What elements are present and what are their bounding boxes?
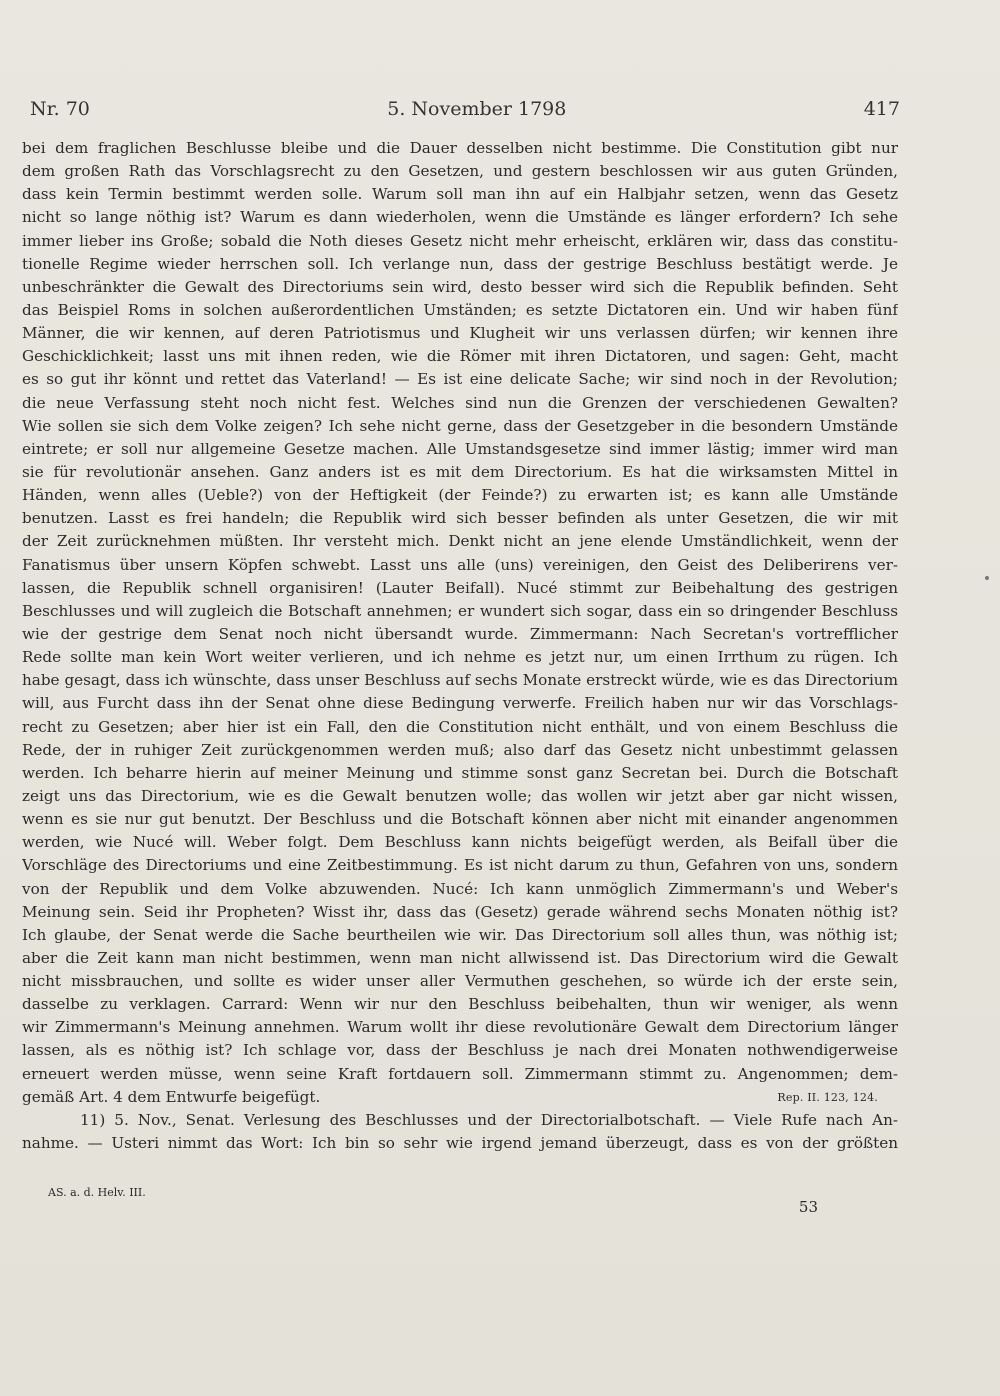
text-line: die neue Verfassung steht noch nicht fest. Welches sind nun die Grenzen der verschiedenen Gewalten? (22, 393, 898, 412)
section-text-line: 11) 5. Nov., Senat. Verlesung des Beschlusses und der Directorialbotschaft. — Viele Rufe nach An- (80, 1110, 898, 1129)
text-line: Meinung sein. Seid ihr Propheten? Wisst ihr, dass das (Gesetz) gerade während sechs Monaten nöthig ist? (22, 902, 898, 921)
text-line: immer lieber ins Große; sobald die Noth dieses Gesetz nicht mehr erheischt, erklären wir, dass das constitu- (22, 231, 898, 250)
text-line: werden. Ich beharre hierin auf meiner Meinung und stimme sonst ganz Secretan bei. Durch die Botschaft (22, 763, 898, 782)
text-line: dass kein Termin bestimmt werden solle. Warum soll man ihn auf ein Halbjahr setzen, wenn das Gesetz (22, 185, 898, 204)
text-line: lassen, die Republik schnell organisiren! (Lauter Beifall). Nucé stimmt zur Beibehaltung des gestrigen (22, 578, 898, 597)
text-line: Fanatismus über unsern Köpfen schwebt. Lasst uns alle (uns) vereinigen, den Geist des Deliberirens ver- (22, 555, 898, 574)
paragraph-main (22, 137, 898, 1086)
text-line: sie für revolutionär ansehen. Ganz anders ist es mit dem Directorium. Es hat die wirksamsten Mittel in (22, 462, 898, 481)
header-page-number: 417 (863, 98, 900, 120)
closing-text: gemäß Art. 4 dem Entwurfe beigefügt. (22, 1087, 321, 1106)
header-document-number: Nr. 70 (30, 98, 90, 120)
paragraph-closing-line (22, 1086, 898, 1109)
text-line: Beschlusses und will zugleich die Botschaft annehmen; er wundert sich sogar, dass ein so dringender Beschluss (22, 601, 898, 620)
source-reference: Rep. II. 123, 124. (777, 1090, 878, 1104)
text-line: wir Zimmermann's Meinung annehmen. Warum wollt ihr diese revolutionäre Gewalt dem Directorium länger (22, 1018, 898, 1037)
text-line: zeigt uns das Directorium, wie es die Gewalt benutzen wolle; das wollen wir jetzt aber gar nicht wissen, (22, 786, 898, 805)
text-line: tionelle Regime wieder herrschen soll. Ich verlange nun, dass der gestrige Beschluss bestätigt werde. Je (22, 254, 898, 273)
text-line: erneuert werden müsse, wenn seine Kraft fortdauern soll. Zimmermann stimmt zu. Angenommen; dem- (22, 1064, 898, 1083)
footer-publication: AS. a. d. Helv. III. (48, 1186, 146, 1199)
text-line: von der Republik und dem Volke abzuwenden. Nucé: Ich kann unmöglich Zimmermann's und Weber's (22, 879, 898, 898)
header-date: 5. November 1798 (387, 98, 567, 120)
text-line: Männer, die wir kennen, auf deren Patriotismus und Klugheit wir uns verlassen dürfen; wir kennen ihre (22, 324, 898, 343)
text-line: habe gesagt, dass ich wünschte, dass unser Beschluss auf sechs Monate erstreckt würde, wie es das Directorium (22, 671, 898, 690)
text-line: aber die Zeit kann man nicht bestimmen, wenn man nicht allwissend ist. Das Directorium wird die Gewalt (22, 948, 898, 967)
footer-sheet-number: 53 (798, 1198, 818, 1216)
text-line: es so gut ihr könnt und rettet das Vaterland! — Es ist eine delicate Sache; wir sind noch in der Revolution; (22, 370, 898, 389)
text-line: Händen, wenn alles (Ueble?) von der Heftigkeit (der Feinde?) zu erwarten ist; es kann alle Umstände (22, 486, 898, 505)
text-line: will, aus Furcht dass ihn der Senat ohne diese Bedingung verwerfe. Freilich haben nur wir das Vorschlags- (22, 694, 898, 713)
text-line: werden, wie Nucé will. Weber folgt. Dem Beschluss kann nichts beigefügt werden, als Beifall über die (22, 833, 898, 852)
margin-speck (985, 576, 989, 580)
text-line: dem großen Rath das Vorschlagsrecht zu den Gesetzen, und gestern beschlossen wir aus guten Gründen, (22, 162, 898, 181)
text-line: Rede, der in ruhiger Zeit zurückgenommen werden muß; also darf das Gesetz nicht unbestimmt gelassen (22, 740, 898, 759)
text-line: unbeschränkter die Gewalt des Directoriums sein wird, desto besser wird sich die Republik befinden. Seht (22, 277, 898, 296)
text-line: Geschicklichkeit; lasst uns mit ihnen reden, wie die Römer mit ihren Dictatoren, und sagen: Geht, macht (22, 347, 898, 366)
section-text-line: nahme. — Usteri nimmt das Wort: Ich bin so sehr wie irgend jemand überzeugt, dass es von der größten (22, 1134, 898, 1153)
text-line: dasselbe zu verklagen. Carrard: Wenn wir nur den Beschluss beibehalten, thun wir weniger, als wenn (22, 995, 898, 1014)
text-line: der Zeit zurücknehmen müßten. Ihr versteht mich. Denkt nicht an jene elende Umständlichkeit, wenn der (22, 532, 898, 551)
text-line: wenn es sie nur gut benutzt. Der Beschluss und die Botschaft können aber nicht mit einander angenommen (22, 810, 898, 829)
text-line: lassen, als es nöthig ist? Ich schlage vor, dass der Beschluss je nach drei Monaten nothwendigerweise (22, 1041, 898, 1060)
text-line: benutzen. Lasst es frei handeln; die Republik wird sich besser befinden als unter Gesetzen, die wir mit (22, 509, 898, 528)
text-line: Rede sollte man kein Wort weiter verlieren, und ich nehme es jetzt nur, um einen Irrthum zu rügen. Ich (22, 648, 898, 667)
text-line: Vorschläge des Directoriums und eine Zeitbestimmung. Es ist nicht darum zu thun, Gefahren von uns, sondern (22, 856, 898, 875)
text-line: nicht missbrauchen, und sollte es wider unser aller Vermuthen geschehen, so würde ich der erste sein, (22, 972, 898, 991)
text-line: das Beispiel Roms in solchen außerordentlichen Umständen; es setzte Dictatoren ein. Und wir haben fünf (22, 300, 898, 319)
text-line: Wie sollen sie sich dem Volke zeigen? Ich sehe nicht gerne, dass der Gesetzgeber in die besondern Umstände (22, 416, 898, 435)
text-line: Ich glaube, der Senat werde die Sache beurtheilen wie wir. Das Directorium soll alles thun, was nöthig ist; (22, 925, 898, 944)
text-line: eintrete; er soll nur allgemeine Gesetze machen. Alle Umstandsgesetze sind immer lästig; immer wird man (22, 439, 898, 458)
text-line: recht zu Gesetzen; aber hier ist ein Fall, den die Constitution nicht enthält, und von einem Beschluss die (22, 717, 898, 736)
text-line: wie der gestrige dem Senat noch nicht übersandt wurde. Zimmermann: Nach Secretan's vortrefflicher (22, 624, 898, 643)
page-header (30, 98, 900, 124)
paragraph-section-11 (22, 1109, 898, 1155)
page-footer (48, 1186, 818, 1216)
body-text (22, 137, 898, 1155)
text-line: bei dem fraglichen Beschlusse bleibe und die Dauer desselben nicht bestimme. Die Constitution gibt nur (22, 139, 898, 157)
text-line: nicht so lange nöthig ist? Warum es dann wiederholen, wenn die Umstände es länger erfordern? Ich sehe (22, 208, 898, 227)
